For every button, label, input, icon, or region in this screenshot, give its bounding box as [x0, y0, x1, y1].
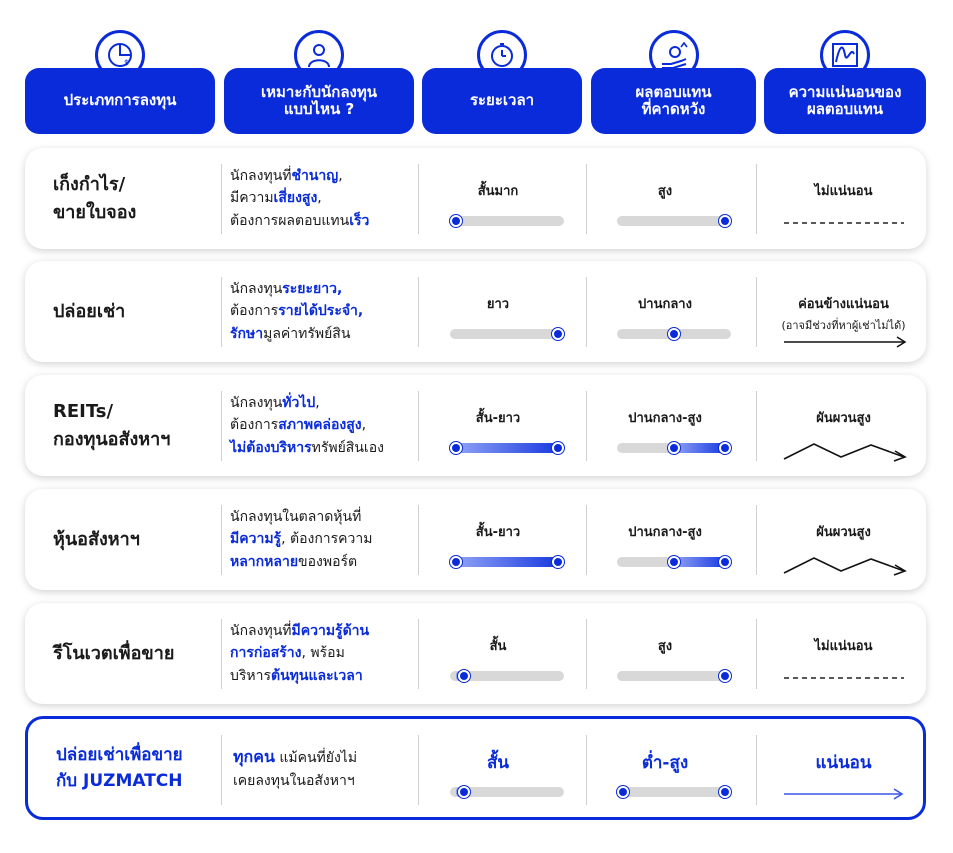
profile-line	[230, 187, 420, 209]
profile-text: นักลงทุน	[230, 280, 283, 297]
certainty-cell	[761, 719, 926, 817]
return-label: สูง	[657, 639, 673, 654]
return-label: ปานกลาง-สูง	[628, 525, 702, 540]
duration-label: สั้นมาก	[477, 184, 519, 199]
investment-type: ปล่อยเช่าเพื่อขาย กับ JUZMATCH	[56, 744, 183, 791]
profile-line	[230, 300, 420, 322]
return-bar	[617, 557, 731, 567]
duration-bar	[450, 329, 564, 339]
certainty-label: ผันผวนสูง	[816, 525, 871, 540]
certainty-cell	[761, 603, 926, 704]
profile-text: นักลงทุนที่	[230, 622, 292, 639]
highlight-text: ต้นทุนและเวลา	[271, 667, 363, 684]
dashed-line-icon	[779, 665, 909, 691]
profile-text: , ต้องการความ	[281, 531, 373, 548]
certainty-note: (อาจมีช่วงที่หาผู้เช่าไม่ได้)	[781, 319, 906, 332]
column-divider	[756, 391, 757, 461]
return-cell	[590, 489, 740, 590]
investor-profile	[230, 489, 420, 590]
return-bar-marker	[719, 442, 731, 454]
highlight-text: รักษา	[230, 325, 264, 342]
investment-type: ปล่อยเช่า	[53, 300, 126, 322]
profile-line	[230, 278, 420, 300]
profile-text: มูลค่าทรัพย์สิน	[263, 325, 351, 342]
profile-line	[230, 551, 420, 573]
column-header-3: ระยะเวลา	[422, 68, 582, 134]
profile-line	[230, 665, 420, 687]
investor-profile	[230, 603, 420, 704]
return-bar-marker	[719, 215, 731, 227]
return-bar-marker	[668, 556, 680, 568]
highlight-text: ทั่วไป	[282, 394, 316, 411]
return-bar	[617, 329, 731, 339]
investor-profile	[230, 261, 420, 362]
column-divider	[756, 164, 757, 234]
table-row	[25, 603, 926, 704]
duration-bar-fill	[456, 557, 559, 567]
return-cell	[590, 148, 740, 249]
profile-line	[230, 528, 420, 550]
duration-bar-marker	[458, 786, 470, 798]
profile-line	[233, 744, 423, 770]
return-bar-marker	[719, 556, 731, 568]
highlight-text: เสี่ยงสูง	[273, 190, 318, 207]
duration-label: สั้น-ยาว	[475, 411, 521, 426]
arrow-right-icon	[779, 325, 909, 351]
duration-bar-marker	[458, 670, 470, 682]
investor-profile	[233, 719, 423, 817]
return-label: ต่ำ-สูง	[641, 753, 689, 773]
duration-cell	[423, 603, 573, 704]
table-row	[25, 489, 926, 590]
certainty-label: ไม่แน่นอน	[814, 184, 873, 199]
profile-line	[230, 414, 420, 436]
profile-text: ต้องการ	[230, 417, 279, 434]
column-header-1: ประเภทการลงทุน	[25, 68, 215, 134]
certainty-cell	[761, 375, 926, 476]
highlight-text: การก่อสร้าง	[230, 645, 302, 662]
return-bar-marker	[668, 442, 680, 454]
column-divider	[586, 164, 587, 234]
dashed-line-icon	[779, 210, 909, 236]
duration-bar	[450, 557, 564, 567]
column-divider	[586, 277, 587, 347]
duration-cell	[423, 719, 573, 817]
duration-cell	[423, 261, 573, 362]
return-label: ปานกลาง	[638, 297, 692, 312]
return-bar-fill	[674, 557, 725, 567]
certainty-cell	[761, 489, 926, 590]
svg-text:$: $	[124, 58, 130, 67]
duration-bar-fill	[456, 443, 559, 453]
column-divider	[586, 505, 587, 575]
profile-text: นักลงทุน	[230, 394, 283, 411]
profile-text: ,	[361, 417, 367, 434]
profile-text: ทรัพย์สินเอง	[311, 439, 384, 456]
profile-line	[230, 392, 420, 414]
duration-bar	[450, 216, 564, 226]
profile-line	[230, 165, 420, 187]
return-cell	[590, 375, 740, 476]
duration-bar-marker	[552, 556, 564, 568]
duration-cell	[423, 375, 573, 476]
certainty-label: แน่นอน	[815, 753, 872, 773]
duration-cell	[423, 489, 573, 590]
profile-line	[230, 620, 420, 642]
profile-line	[233, 770, 423, 792]
highlight-text: มีความรู้ด้าน	[291, 622, 370, 639]
column-divider	[586, 735, 587, 805]
table-row-highlight	[25, 716, 926, 820]
profile-line	[230, 323, 420, 345]
certainty-cell	[761, 261, 926, 362]
profile-line	[230, 506, 420, 528]
highlight-text: รายได้ประจำ,	[278, 303, 364, 320]
highlight-text: ชำนาญ	[291, 167, 339, 184]
zigzag-arrow-icon	[779, 437, 909, 463]
duration-bar	[450, 787, 564, 797]
duration-bar-marker	[552, 328, 564, 340]
profile-line	[230, 642, 420, 664]
profile-text: นักลงทุนที่	[230, 167, 292, 184]
zigzag-arrow-icon	[779, 551, 909, 577]
column-divider	[586, 391, 587, 461]
return-bar	[617, 443, 731, 453]
return-bar	[617, 216, 731, 226]
highlight-text: สภาพคล่องสูง	[278, 417, 362, 434]
duration-label: ยาว	[486, 297, 510, 312]
profile-text: ต้องการ	[230, 303, 279, 320]
highlight-text: หลากหลาย	[230, 553, 299, 570]
investor-profile	[230, 375, 420, 476]
return-cell	[590, 603, 740, 704]
profile-line	[230, 210, 420, 232]
arrow-right-icon	[779, 781, 909, 807]
highlight-text: ทุกคน	[233, 747, 275, 766]
table-row	[25, 375, 926, 476]
return-bar-marker	[668, 328, 680, 340]
highlight-text: ไม่ต้องบริหาร	[230, 439, 312, 456]
column-divider	[586, 619, 587, 689]
highlight-text: มีความรู้	[230, 531, 282, 548]
return-label: สูง	[657, 184, 673, 199]
table-header	[0, 30, 953, 140]
duration-bar	[450, 443, 564, 453]
profile-text: ,	[338, 167, 343, 184]
column-header-2: เหมาะกับนักลงทุน แบบไหน ?	[224, 68, 414, 134]
return-cell	[590, 719, 740, 817]
investor-profile	[230, 148, 420, 249]
profile-text: บริหาร	[230, 667, 272, 684]
duration-bar-marker	[450, 215, 462, 227]
return-bar-fill	[674, 443, 725, 453]
column-divider	[756, 277, 757, 347]
duration-bar-marker	[450, 556, 462, 568]
duration-label: สั้น-ยาว	[475, 525, 521, 540]
column-header-4: ผลตอบแทน ที่คาดหวัง	[591, 68, 756, 134]
column-header-5: ความแน่นอนของ ผลตอบแทน	[764, 68, 926, 134]
return-bar-marker	[719, 786, 731, 798]
return-bar	[617, 787, 731, 797]
profile-text: ของพอร์ต	[298, 553, 358, 570]
investment-type: รีโนเวตเพื่อขาย	[53, 642, 175, 664]
certainty-label: ผันผวนสูง	[816, 411, 871, 426]
certainty-label: ค่อนข้างแน่นอน	[798, 297, 889, 312]
duration-label: สั้น	[487, 753, 509, 773]
profile-text: ต้องการผลตอบแทน	[230, 212, 350, 229]
column-divider	[756, 505, 757, 575]
duration-bar	[450, 671, 564, 681]
profile-text: แม้คนที่ยังไม่	[274, 750, 358, 766]
investment-type: หุ้นอสังหาฯ	[53, 528, 140, 550]
profile-text: ,	[315, 394, 320, 411]
profile-text: นักลงทุนในตลาดหุ้นที่	[230, 508, 362, 525]
duration-bar-marker	[450, 442, 462, 454]
certainty-cell	[761, 148, 926, 249]
duration-label: สั้น	[489, 639, 507, 654]
highlight-text: เร็ว	[349, 212, 370, 229]
return-label: ปานกลาง-สูง	[628, 411, 702, 426]
table-row	[25, 148, 926, 249]
profile-text: ,	[317, 190, 322, 207]
profile-text: มีความ	[230, 190, 274, 207]
duration-cell	[423, 148, 573, 249]
return-bar	[617, 671, 731, 681]
certainty-label: ไม่แน่นอน	[814, 639, 873, 654]
investment-type: เก็งกำไร/ ขายใบจอง	[53, 173, 137, 223]
column-divider	[756, 735, 757, 805]
profile-text: , พร้อม	[301, 645, 345, 662]
return-cell	[590, 261, 740, 362]
duration-bar-marker	[552, 442, 564, 454]
profile-line	[230, 437, 420, 459]
return-bar-marker	[617, 786, 629, 798]
column-divider	[756, 619, 757, 689]
return-bar-marker	[719, 670, 731, 682]
highlight-text: ระยะยาว,	[282, 280, 343, 297]
profile-text: เคยลงทุนในอสังหาฯ	[233, 772, 355, 789]
table-row	[25, 261, 926, 362]
investment-type: REITs/ กองทุนอสังหาฯ	[53, 400, 171, 450]
